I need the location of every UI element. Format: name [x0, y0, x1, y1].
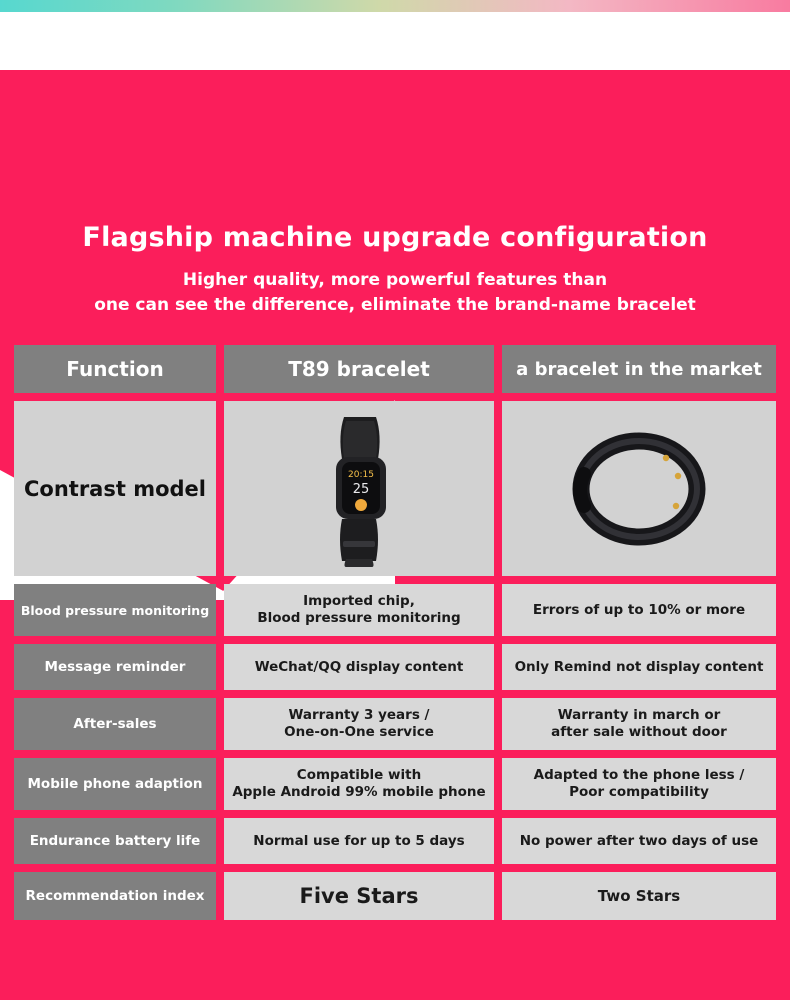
feature-label: After-sales — [14, 698, 216, 750]
header-function: Function — [14, 345, 216, 393]
product-value-line: Blood pressure monitoring — [257, 610, 461, 626]
competitor-value-line: Only Remind not display content — [514, 658, 764, 675]
table-row — [14, 644, 776, 690]
product-value-line: Warranty 3 years / — [288, 707, 430, 723]
competitor-value-line: after sale without door — [551, 724, 727, 740]
header-product: T89 bracelet — [224, 345, 494, 393]
svg-text:25: 25 — [352, 481, 370, 497]
contrast-model-label: Contrast model — [14, 401, 216, 576]
competitor-value — [502, 758, 776, 810]
market-bracelet-image — [502, 401, 776, 576]
table-row-contrast-model — [14, 401, 776, 576]
table-row — [14, 872, 776, 920]
competitor-value — [502, 644, 776, 690]
competitor-value-line: Errors of up to 10% or more — [532, 601, 746, 618]
product-value-line: Apple Android 99% mobile phone — [232, 784, 486, 800]
svg-text:20:15: 20:15 — [348, 469, 374, 480]
subtitle-line-2: one can see the difference, eliminate the brand-name bracelet — [94, 295, 696, 315]
feature-label: Recommendation index — [14, 872, 216, 920]
product-value-line: Imported chip, — [303, 593, 415, 609]
page-title: Flagship machine upgrade configuration — [82, 222, 708, 253]
product-value — [224, 758, 494, 810]
t89-bracelet-image — [224, 401, 494, 576]
product-value — [224, 698, 494, 750]
competitor-image-cell — [502, 401, 776, 576]
feature-label: Message reminder — [14, 644, 216, 690]
table-header-row — [14, 345, 776, 393]
feature-label: Blood pressure monitoring — [14, 584, 216, 636]
competitor-value-line: Poor compatibility — [569, 784, 709, 800]
table-row — [14, 818, 776, 864]
page-subtitle — [0, 268, 790, 318]
product-value-line: One-on-One service — [284, 724, 434, 740]
competitor-value — [502, 698, 776, 750]
competitor-value-line: Warranty in march or — [557, 707, 721, 723]
comparison-table — [14, 345, 776, 928]
product-image-cell — [224, 401, 494, 576]
product-value — [224, 584, 494, 636]
product-value — [224, 644, 494, 690]
table-row — [14, 584, 776, 636]
product-value-line: Normal use for up to 5 days — [253, 832, 465, 849]
product-value-line: WeChat/QQ display content — [254, 658, 464, 675]
product-value: Five Stars — [224, 872, 494, 920]
product-value — [224, 818, 494, 864]
competitor-value — [502, 818, 776, 864]
product-value-line: Compatible with — [296, 767, 422, 783]
subtitle-line-1: Higher quality, more powerful features than — [182, 270, 608, 290]
competitor-value-line: No power after two days of use — [519, 832, 759, 849]
feature-label: Mobile phone adaption — [14, 758, 216, 810]
competitor-value-line: Adapted to the phone less / — [533, 767, 745, 783]
competitor-value — [502, 584, 776, 636]
feature-label: Endurance battery life — [14, 818, 216, 864]
competitor-value: Two Stars — [502, 872, 776, 920]
top-gradient-strip — [0, 0, 790, 12]
header-competitor: a bracelet in the market — [502, 345, 776, 393]
table-row — [14, 698, 776, 750]
table-row — [14, 758, 776, 810]
